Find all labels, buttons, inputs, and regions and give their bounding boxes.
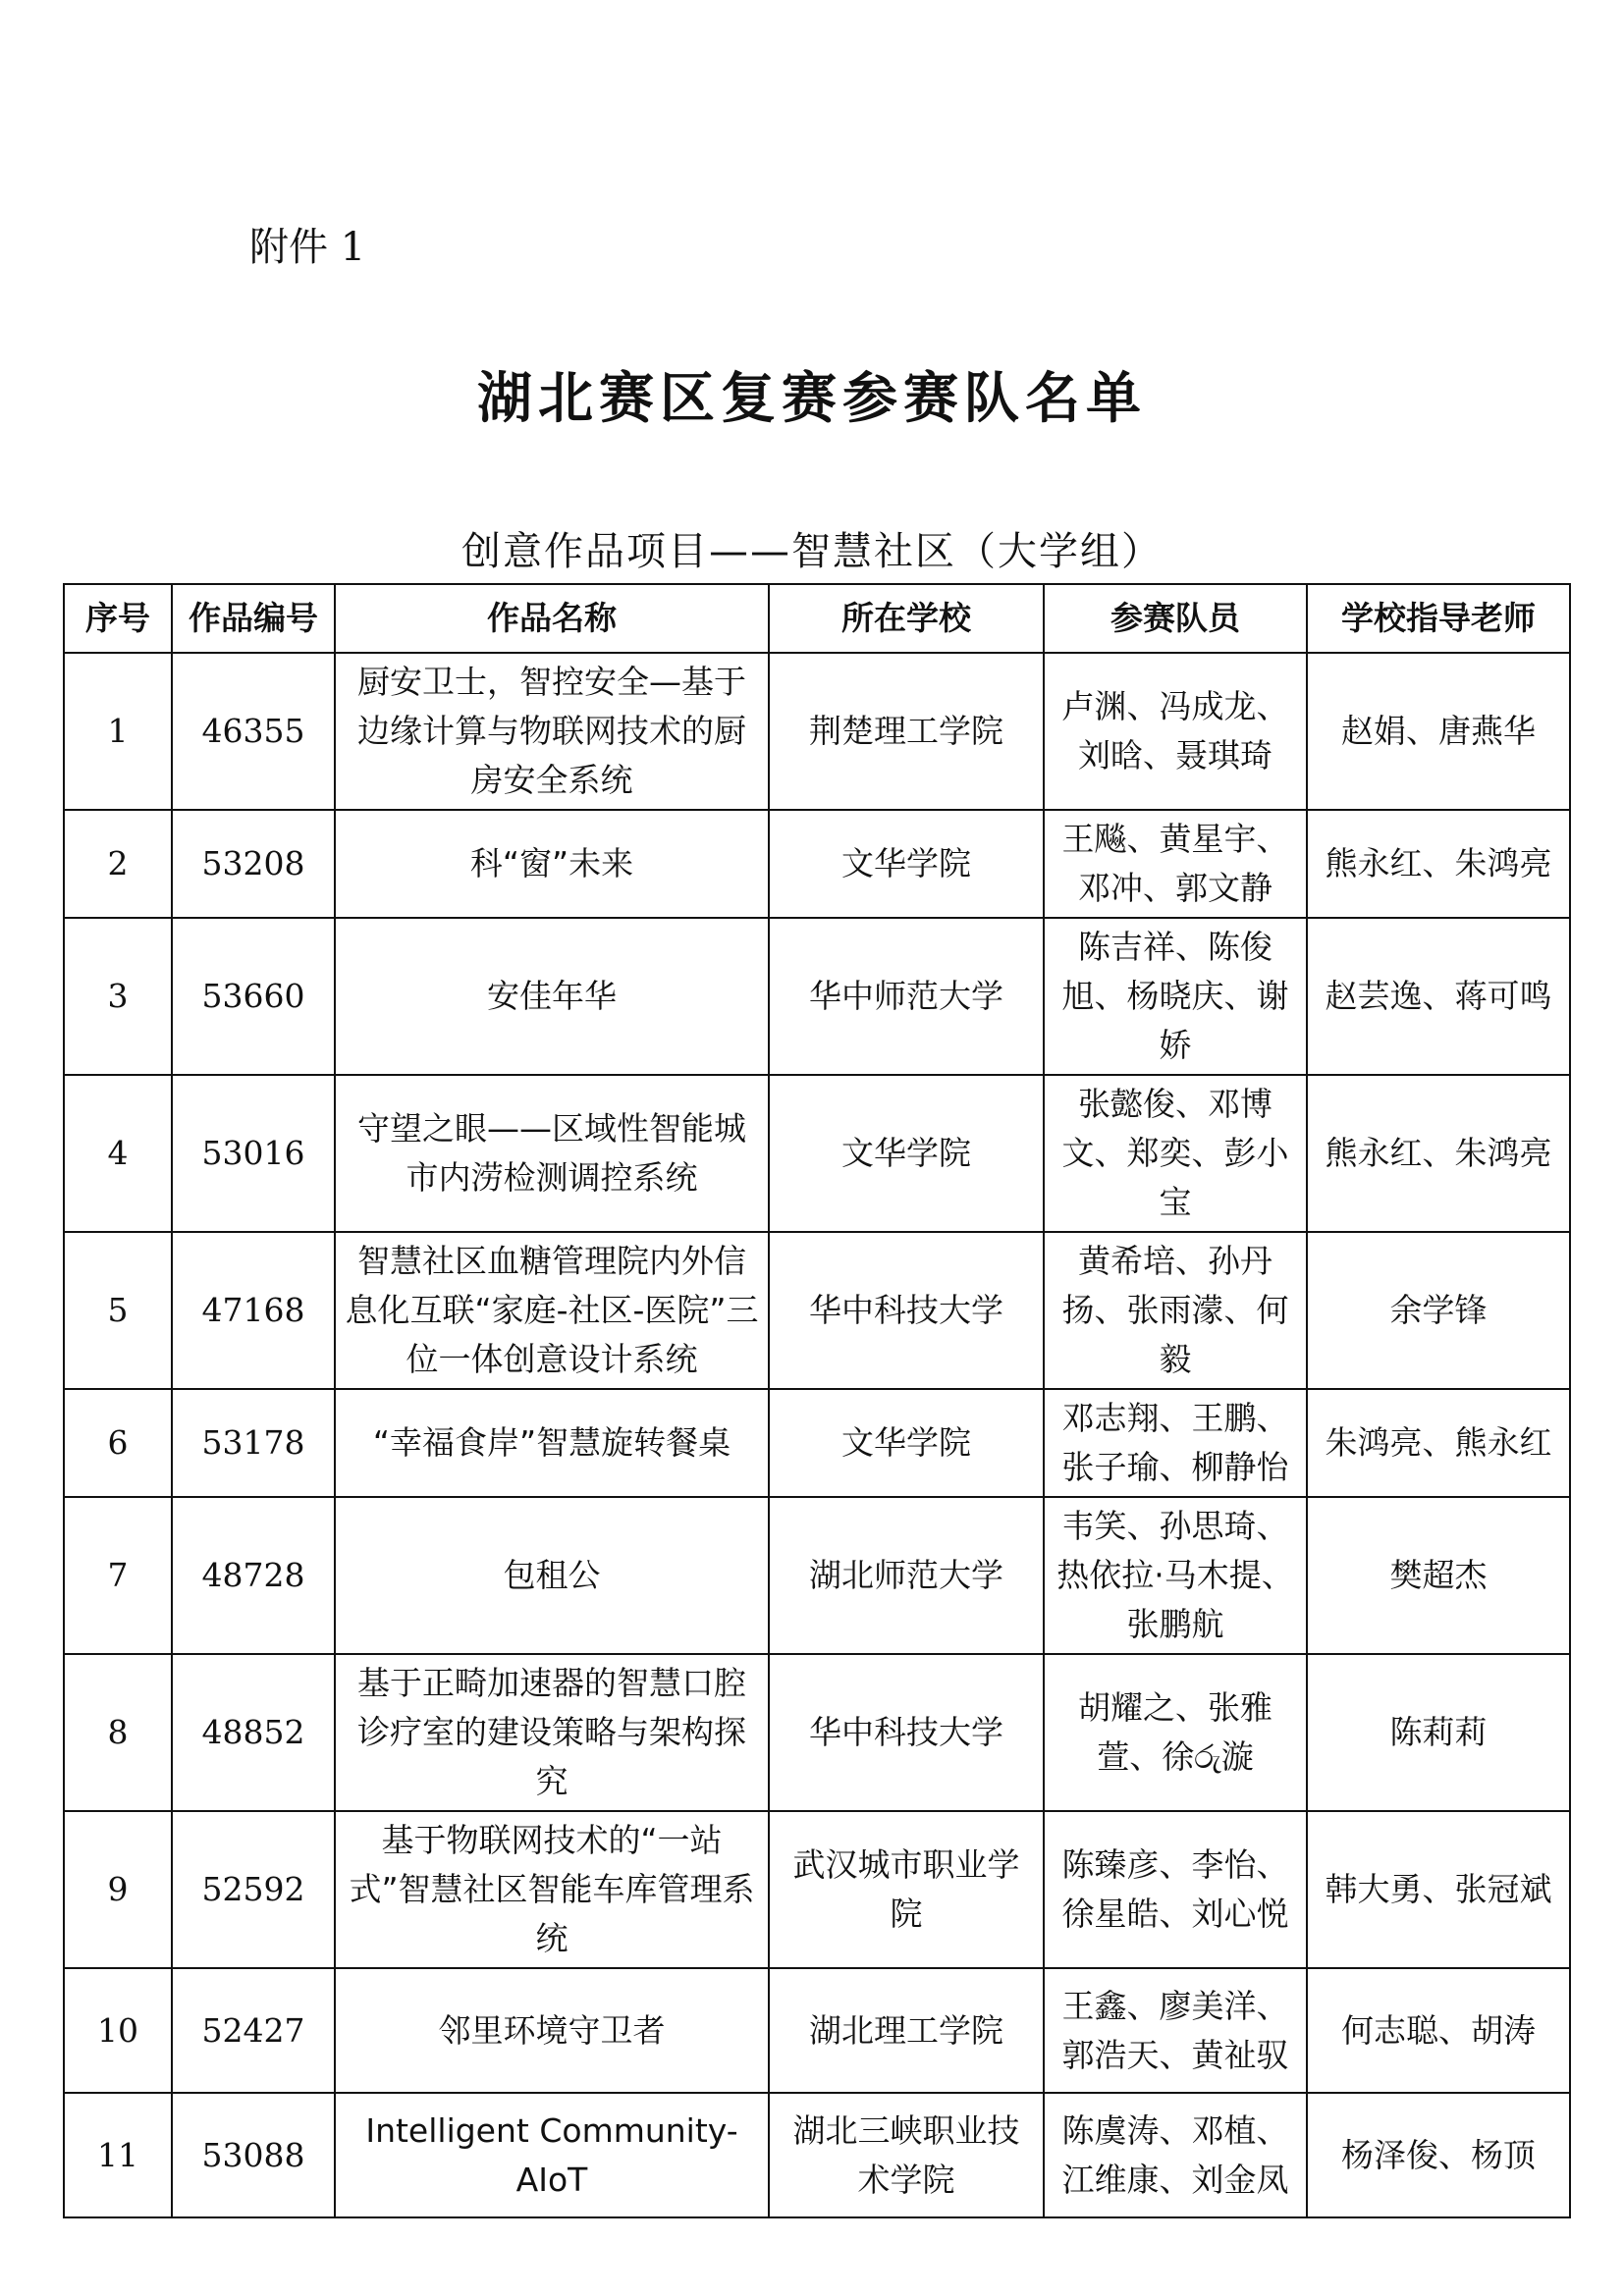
cell-code: 53016 [172,1075,335,1232]
cell-name: 邻里环境守卫者 [335,1968,769,2093]
cell-members: 胡耀之、张雅萱、徐රු漩 [1044,1654,1307,1811]
cell-no: 3 [64,918,172,1075]
cell-school: 湖北理工学院 [769,1968,1044,2093]
cell-school: 文华学院 [769,1075,1044,1232]
cell-no: 6 [64,1389,172,1497]
cell-school: 湖北师范大学 [769,1497,1044,1654]
cell-members: 张懿俊、邓博文、郑奕、彭小宝 [1044,1075,1307,1232]
cell-advisors: 赵芸逸、蒋可鸣 [1307,918,1570,1075]
cell-advisors: 朱鸿亮、熊永红 [1307,1389,1570,1497]
cell-members: 陈臻彦、李怡、徐星皓、刘心悦 [1044,1811,1307,1968]
cell-members: 韦笑、孙思琦、热依拉·马木提、张鹏航 [1044,1497,1307,1654]
cell-code: 48852 [172,1654,335,1811]
table-row [64,653,1570,810]
table-row [64,1075,1570,1232]
cell-code: 53660 [172,918,335,1075]
cell-name: 厨安卫士，智控安全—基于边缘计算与物联网技术的厨房安全系统 [335,653,769,810]
cell-members: 陈吉祥、陈俊旭、杨晓庆、谢娇 [1044,918,1307,1075]
cell-advisors: 熊永红、朱鸿亮 [1307,810,1570,918]
table-row [64,1232,1570,1389]
header-name: 作品名称 [335,584,769,653]
cell-members: 黄希培、孙丹扬、张雨濛、何毅 [1044,1232,1307,1389]
cell-members: 陈虞涛、邓植、江维康、刘金凤 [1044,2093,1307,2217]
cell-advisors: 余学锋 [1307,1232,1570,1389]
header-school: 所在学校 [769,584,1044,653]
header-code: 作品编号 [172,584,335,653]
cell-school: 文华学院 [769,1389,1044,1497]
cell-members: 王鑫、廖美洋、郭浩天、黄祉驭 [1044,1968,1307,2093]
cell-advisors: 熊永红、朱鸿亮 [1307,1075,1570,1232]
cell-name: 基于正畸加速器的智慧口腔诊疗室的建设策略与架构探究 [335,1654,769,1811]
cell-advisors: 樊超杰 [1307,1497,1570,1654]
table-row [64,810,1570,918]
cell-code: 48728 [172,1497,335,1654]
cell-advisors: 陈莉莉 [1307,1654,1570,1811]
cell-school: 华中科技大学 [769,1232,1044,1389]
cell-name: 包租公 [335,1497,769,1654]
cell-advisors: 赵娟、唐燕华 [1307,653,1570,810]
table-row [64,2093,1570,2217]
cell-advisors: 韩大勇、张冠斌 [1307,1811,1570,1968]
cell-name: 基于物联网技术的“一站式”智慧社区智能车库管理系统 [335,1811,769,1968]
cell-advisors: 何志聪、胡涛 [1307,1968,1570,2093]
cell-no: 9 [64,1811,172,1968]
cell-name: 守望之眼——区域性智能城市内涝检测调控系统 [335,1075,769,1232]
cell-school: 华中科技大学 [769,1654,1044,1811]
cell-school: 荆楚理工学院 [769,653,1044,810]
cell-no: 10 [64,1968,172,2093]
section-title: 创意作品项目——智慧社区（大学组） [461,529,1163,574]
cell-no: 5 [64,1232,172,1389]
table-row [64,918,1570,1075]
cell-name: Intelligent Community-AIoT [335,2093,769,2217]
cell-school: 武汉城市职业学院 [769,1811,1044,1968]
cell-code: 46355 [172,653,335,810]
cell-code: 52592 [172,1811,335,1968]
document-title: 湖北赛区复赛参赛队名单 [477,367,1147,431]
cell-school: 文华学院 [769,810,1044,918]
table-row [64,1654,1570,1811]
cell-members: 卢渊、冯成龙、刘晗、聂琪琦 [1044,653,1307,810]
table-row [64,1811,1570,1968]
cell-no: 8 [64,1654,172,1811]
cell-name: 安佳年华 [335,918,769,1075]
cell-no: 11 [64,2093,172,2217]
header-advisors: 学校指导老师 [1307,584,1570,653]
cell-school: 湖北三峡职业技术学院 [769,2093,1044,2217]
table-row [64,1389,1570,1497]
cell-no: 7 [64,1497,172,1654]
cell-code: 53178 [172,1389,335,1497]
cell-members: 王飚、黄星宇、邓冲、郭文静 [1044,810,1307,918]
cell-code: 47168 [172,1232,335,1389]
table-row [64,1497,1570,1654]
cell-name: “幸福食岸”智慧旋转餐桌 [335,1389,769,1497]
cell-name: 智慧社区血糖管理院内外信息化互联“家庭-社区-医院”三位一体创意设计系统 [335,1232,769,1389]
cell-name: 科“窗”未来 [335,810,769,918]
cell-code: 53208 [172,810,335,918]
header-no: 序号 [64,584,172,653]
cell-code: 53088 [172,2093,335,2217]
cell-members: 邓志翔、王鹏、张子瑜、柳静怡 [1044,1389,1307,1497]
table-row [64,1968,1570,2093]
cell-school: 华中师范大学 [769,918,1044,1075]
cell-code: 52427 [172,1968,335,2093]
cell-no: 1 [64,653,172,810]
cell-no: 2 [64,810,172,918]
attachment-label: 附件 1 [249,225,366,270]
cell-no: 4 [64,1075,172,1232]
header-members: 参赛队员 [1044,584,1307,653]
team-roster-table [63,583,1571,2218]
cell-advisors: 杨泽俊、杨顶 [1307,2093,1570,2217]
table-header-row [64,584,1570,653]
